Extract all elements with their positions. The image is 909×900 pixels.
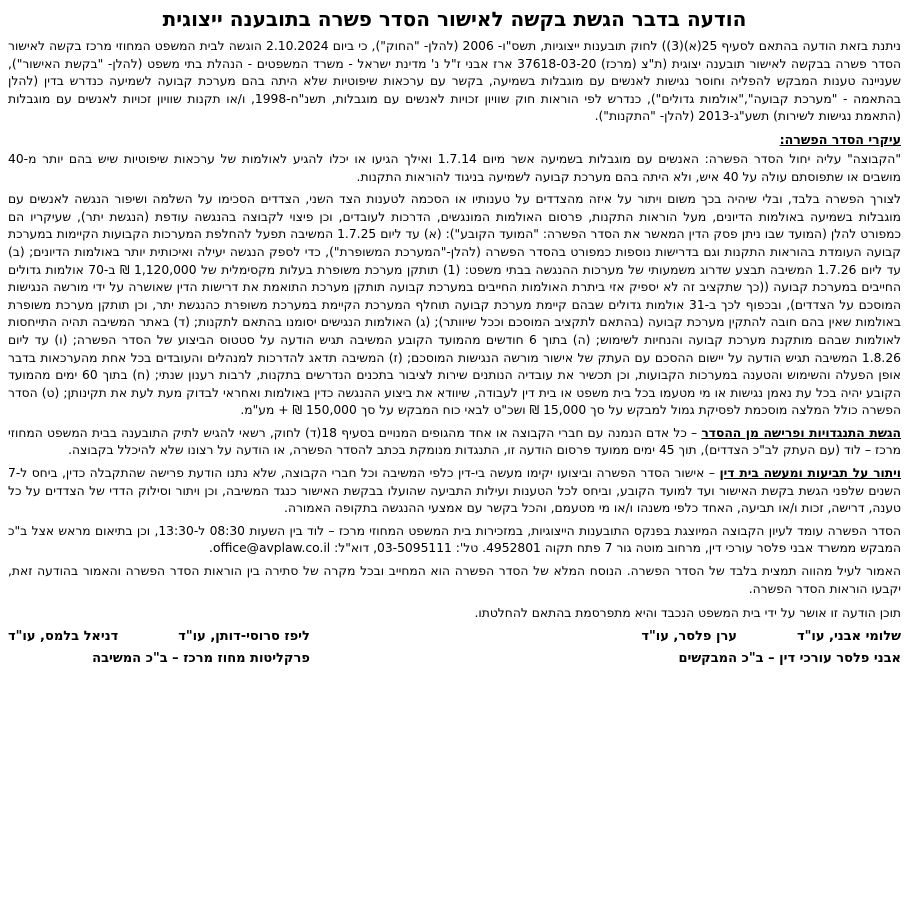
signatory-name: שלומי אבני, עו"ד xyxy=(796,629,901,645)
signatory-firm: אבני פלסר עורכי דין – ב"כ המבקשים xyxy=(678,651,901,667)
waiver-heading: ויתור על תביעות ומעשה בית דין xyxy=(719,466,901,481)
signatory-name: דניאל בלמס, עו"ד xyxy=(8,629,119,645)
main-points-heading: עיקרי הסדר הפשרה: xyxy=(779,131,901,147)
objections-text: – כל אדם הנמנה עם חברי הקבוצה או אחד מהגופים המנויים בסעיף 18(ד) לחוק, רשאי להגיש לתיק התובענה בבית המשפט המחוזי מרכז – לוד (עם העתק לב"כ הצדדים), תוך 45 ימים ממועד פרסום הודעה זו, התנגדות מנומקת בכתב להסדר הפשרה, או הודעה על רצונו שלא להיכלל בקבוצה. xyxy=(8,425,901,458)
objections-paragraph xyxy=(8,425,901,460)
signatory-firm: פרקליטות מחוז מרכז – ב"כ המשיבה xyxy=(92,651,310,667)
signatory-name: ערן פלסר, עו"ד xyxy=(641,629,737,645)
settlement-terms-paragraph: לצורך הפשרה בלבד, ובלי שיהיה בכך משום ויתור על איזה מהצדדים על טענותיו או הסכמה לטענות הצד השני, הצדדים הסכימו על השלמה ושיפור הנגשה לאנשים עם מוגבלות בשמיעה באולמות הדיונים, מעל הוראות התקנות, פרסום האולמות המונגשים, הדרכות לעובדים, וכן פיצוי לקבוצה בהנגשה עודפת (הנגשת יתר), שעיקריו הם כמפורט להלן (המועד שבו ניתן פסק הדין המאשר את הסדר הפשרה: "המועד הקובע"): (א) עד ליום 1.7.25 המשיבה תפעל להחלפת המערכות הקבועות הקיימות במערכת קבועה העומדת בהוראות התקנות וגם בדרישות נוספות כמפורט בהסדר הפשרה (להלן-"המערכת המשופרת"), כדי לספק הנגשה יעילה ואיכותית יותר באולמות הדיונים; (ב) עד ליום 1.7.26 המשיבה תבצע שדרוג משמעותי של מערכות ההנגשה בבתי משפט: (1) תותקן מערכת משופרת בעלות מקסימלית של 1,120,000 ₪ ב-70 אולמות גדולים החייבים במערכת קבועה ((כך שתקציב זה לא יספיק אזי ביתרת האולמות החייבים במערכת קבועה תותקן מערכת התואמת את דרישות הדין שאושרה על ידי מורשה הנגישות המוסכם על הצדדים), ובכפוף לכך ב-31 אולמות גדולים שבהם קיימת מערכת קבועה תוחלף המערכת הקיימת במערכת משופרת כהנגשת יתר, וכן תותקן מערכת משופרת באולמות שאין בהם חובה להתקין מערכת קבועה (בהתאם לתקציב המוסכם וככל שיוותר); (ג) האולמות הנגישים יסומנו בהתאם לתקנות; (ד) באתר המשיבה תהיה התייחסות לאולמות שבהם מותקנת מערכת קבועה והנחיות לשימוש; (ה) בתוך 6 חודשים מהמועד הקובע המשיבה תגיש הודעה על סטטוס הביצוע של הסדר הפשרה; (ו) עד ליום 1.8.26 המשיבה תגיש הודעה על יישום ההסכם עם העתק של אישור מורשה הנגישות המוסכם; (ז) המשיבה תדאג להדרכות למנהלים והעובדים בכל אחת מהערכאות בדבר אופן הפעלה והשימוש והטענה במערכות הקבועות, וכן תכשיר את עובדיה הנותנים שירות לציבור בתכנים הנדרשים בתקנות, לרבות רענון שנתי; (ח) בתוך 60 ימים מהמועד הקובע יהיה בכל עת נאמן נגישות או מי מטעמו בכל בית משפט או בית דין לעבודה, שיוודא את ביצוע ההנגשה כדין באולמות ואחראי לבדוק מעת לעת את תקינותן; (ט) הסדר הפשרה כולל המלצה מוסכמת לפסיקת גמול למבקש על סך 15,000 ₪ ושכ"ט לבאי כוח המבקש על סך 150,000 ₪ + מע"מ. xyxy=(8,192,901,418)
respondent-signatures xyxy=(8,626,310,670)
signatory-name: ליפז סרוסי-דותן, עו"ד xyxy=(178,629,310,645)
notice-title: הודעה בדבר הגשת בקשה לאישור הסדר פשרה בתובענה ייצוגית xyxy=(162,7,747,31)
signature-block xyxy=(8,626,901,670)
plaintiff-signatures xyxy=(641,626,901,670)
group-definition-paragraph: "הקבוצה" עליה יחול הסדר הפשרה: האנשים עם מוגבלות בשמיעה אשר מיום 1.7.14 ואילך הגיעו או יכלו להגיע לאולמות של ערכאות שיפוטיות שיש בהם יותר מ-40 מושבים או שתפוסתם עולה על 40 איש, ולא היתה בהם מערכת קבועה לשמיעה בניגוד להוראות התקנות. xyxy=(8,151,901,184)
court-approval-statement: תוכן הודעה זו אושר על ידי בית המשפט הנכבד והיא מתפרסמת בהתאם להחלטתו. xyxy=(474,606,901,621)
waiver-text: – אישור הסדר הפשרה וביצועו יקימו מעשה בי-דין כלפי המשיבה וכל חברי הקבוצה, שלא נתנו הודעת פרישה שהתקבלה כדין, ביחס ל-7 השנים שלפני הגשת בקשת האישור ועד למועד הקובע, וביחס לכל הטענות ועילות התביעה שהועלו בבקשת האישור כנגד המשיבה, וכן ויתור וסילוק הדדי של הצדדים על כל טענה, דרישה, זכות ו/או תביעה, האחד כלפי משנהו ו/או מי מטעמם, והכל בקשר עם אמצעי ההנגשה בתקופה האמורה. xyxy=(8,466,901,516)
waiver-paragraph xyxy=(8,465,901,518)
summary-paragraph: האמור לעיל מהווה תמצית בלבד של הסדר הפשרה. הנוסח המלא של הסדר הפשרה הוא המחייב ובכל מקרה של סתירה בין הוראות הסדר הפשרה והאמור בהודעה זאת, יקבעו הוראות הסדר הפשרה. xyxy=(8,564,901,596)
objections-heading: הגשת התנגדויות ופרישה מן ההסדר xyxy=(701,425,901,440)
intro-paragraph: ניתנת בזאת הודעה בהתאם לסעיף 25(א)(3)) לחוק תובענות ייצוגיות, תשס"ו- 2006 (להלן- "החוק"), כי ביום 2.10.2024 הוגשה לבית המשפט המחוזי מרכז בקשה לאישור הסדר פשרה בבקשה לאישור תובענה יצוגית (ת"צ (מרכז) 37618-03-20 ארז אבני ז"ל נ' מדינת ישראל - משרד המשפטים - הנהלת בתי משפט (להלן- "בקשת האישור"), שעניינה טענות המבקש להפליה וחוסר נגישות לאנשים עם מוגבלות בשמיעה, בקשר עם ערכאות שיפוטיות שלא היתה בהם מערכת קבועה לשמיעה כנדרש בדין (להלן בהתאמה - "מערכת קבועה","אולמות גדולים"), כנדרש לפי הוראות חוק שוויון זכויות לאנשים עם מוגבלות, תשנ"ח-1998, ו/או תקנות שוויון זכויות לאנשים עם מוגבלות (התאמת נגישות לשירות) תשע"ג-2013 (להלן- "התקנות"). xyxy=(8,39,901,124)
inspection-paragraph: הסדר הפשרה עומד לעיון הקבוצה המיוצגת בפנקס התובענות הייצוגיות, במזכירות בית המשפט המחוזי מרכז – לוד בין השעות 08:30 ל-13:30, וכן בתיאום מראש אצל ב"כ המבקש ממשרד אבני פלסר עורכי דין, מרחוב מוטה גור 7 פתח תקוה 4952801. טל': 03-5095111, דוא"ל: office@avplaw.co.il. xyxy=(8,523,901,556)
